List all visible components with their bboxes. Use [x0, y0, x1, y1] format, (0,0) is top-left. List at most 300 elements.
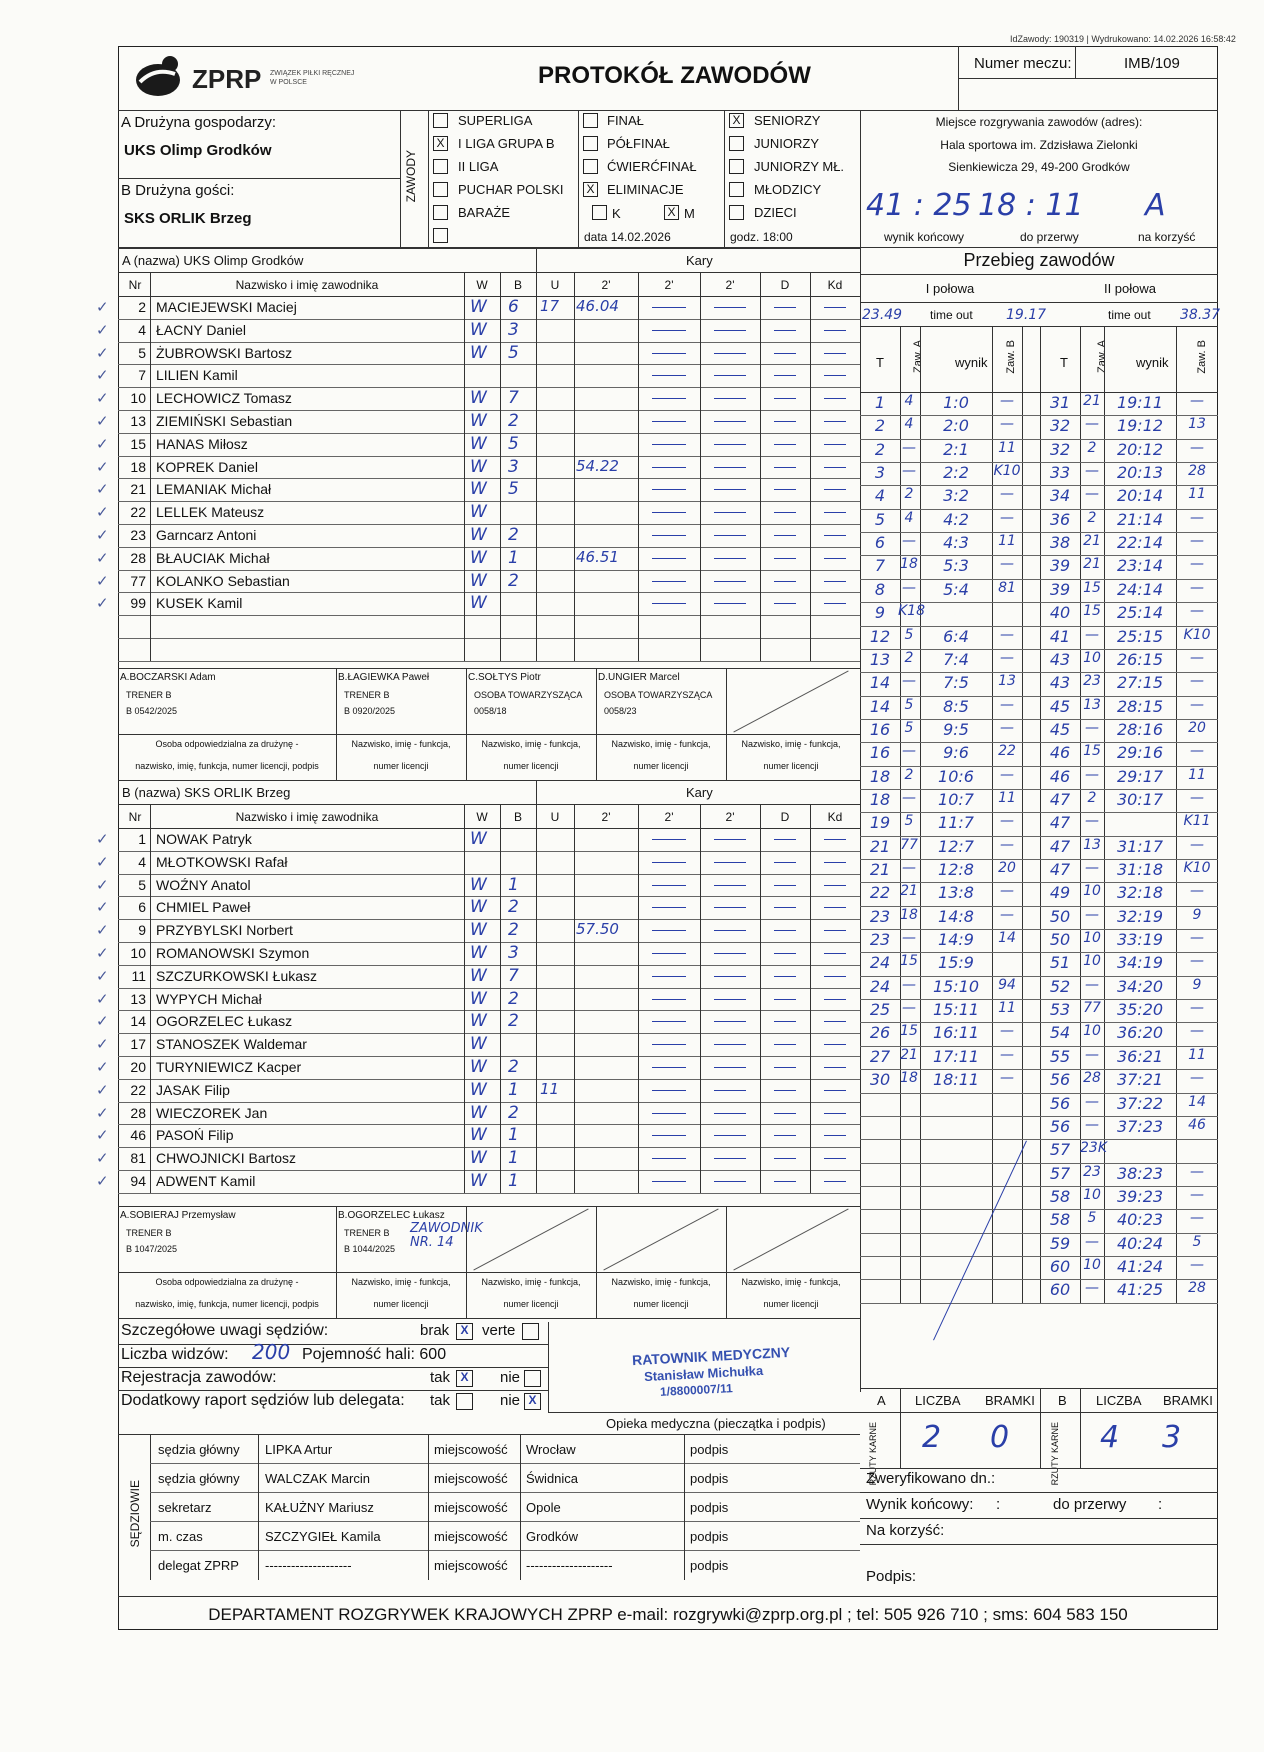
rule [118, 592, 860, 593]
h1-time: 7 [874, 556, 886, 576]
h2-score: 37:22 [1116, 1093, 1164, 1113]
h1-scorer-a: 2 [904, 486, 914, 503]
player-name: MŁOTKOWSKI Rafał [156, 853, 288, 870]
h2-score: 22:14 [1116, 533, 1164, 553]
mlodzicy-label: MŁODZICY [754, 182, 822, 197]
col-zawb-1: Zaw. B [1005, 340, 1017, 374]
player-goals: 2 [508, 525, 519, 545]
h2-scorer-b: — [1190, 1163, 1204, 1180]
rule [118, 1147, 860, 1148]
half-score-label: do przerwy [1020, 230, 1079, 244]
h1-time: 19 [869, 813, 891, 833]
player-name: NOWAK Patryk [156, 831, 252, 847]
official-note: ZAWODNIK NR. 14 [410, 1221, 483, 1250]
player-w: W [470, 593, 487, 614]
referee-place: Grodków [526, 1529, 579, 1544]
h2-scorer-a: 10 [1083, 649, 1101, 666]
col-header-w: W [476, 810, 488, 824]
check-mark-icon: ✓ [96, 899, 109, 917]
responsible-label-1: Osoba odpowiedzialna za drużynę - [155, 739, 299, 749]
rule [118, 501, 860, 502]
h2-time: 58 [1049, 1210, 1071, 1230]
rap-nie-checkbox[interactable]: X [524, 1393, 541, 1410]
rule [150, 1463, 860, 1464]
player-number: 13 [130, 413, 146, 429]
rule [118, 547, 860, 548]
empty-dash [774, 307, 796, 308]
check-mark-icon: ✓ [96, 527, 109, 544]
dzieci-label: DZIECI [754, 205, 797, 220]
away-team-label: B Drużyna gości: [121, 182, 235, 199]
player-name: PRZYBYLSKI Norbert [156, 922, 293, 939]
baraze-checkbox[interactable] [433, 205, 448, 220]
player-goals: 1 [508, 1171, 519, 1191]
h2-scorer-a: 10 [1083, 1256, 1101, 1273]
h1-time: 16 [869, 719, 891, 739]
check-mark-icon: ✓ [96, 945, 109, 962]
empty-dash [714, 839, 746, 840]
empty-dash [824, 1067, 846, 1068]
empty-dash [774, 1158, 796, 1159]
pen-a-bramki-label: BRAMKI [985, 1393, 1035, 1408]
rule [466, 1206, 467, 1272]
rule [810, 272, 811, 661]
h1-scorer-a: 2 [904, 649, 914, 666]
zawody-label: ZAWODY [404, 150, 418, 203]
h2-scorer-b: — [1190, 579, 1204, 596]
referee-place: Opole [526, 1500, 561, 1515]
juniorzy-ml-checkbox[interactable] [729, 159, 744, 174]
pen-a-liczba-label: LICZBA [915, 1393, 961, 1408]
player-number: 2 [138, 299, 146, 315]
player-name: KOPREK Daniel [156, 458, 258, 475]
h2-time: 56 [1049, 1116, 1071, 1136]
empty-dash [824, 398, 846, 399]
h1-scorer-a: — [902, 976, 916, 993]
empty-dash [652, 862, 686, 863]
rule [118, 456, 860, 457]
empty-dash [824, 330, 846, 331]
h2-score: 34:19 [1116, 953, 1164, 973]
empty-dash [652, 398, 686, 399]
final-label: FINAŁ [607, 113, 644, 128]
check-mark-icon: ✓ [96, 1081, 109, 1099]
medical-stamp-number: 1/8800007/11 [659, 1381, 734, 1399]
h2-scorer-b: 46 [1188, 1116, 1206, 1133]
player-w: W [470, 1034, 487, 1055]
h1-scorer-b: 81 [998, 579, 1016, 596]
home-team-label: A Drużyna gospodarzy: [121, 114, 277, 131]
rule [574, 804, 575, 1193]
h1-time: 6 [874, 533, 886, 553]
empty-dash [774, 885, 796, 886]
h2-scorer-a: — [1085, 1233, 1099, 1250]
h1-scorer-b: — [1000, 719, 1014, 736]
empty-dash [824, 1135, 846, 1136]
h2-score: 38:23 [1116, 1163, 1164, 1183]
player-goals: 2 [508, 1011, 519, 1032]
verte-checkbox[interactable] [522, 1323, 539, 1340]
h1-time: 14 [869, 696, 891, 716]
h2-time: 57 [1049, 1163, 1071, 1183]
h2-scorer-a: 10 [1083, 1023, 1101, 1040]
rule [258, 1434, 259, 1580]
empty-dash [652, 1181, 686, 1182]
kary-label: Kary [686, 253, 713, 268]
h2-score: 40:23 [1116, 1210, 1164, 1230]
h1-scorer-a: — [902, 860, 916, 876]
h1-score: 15:11 [932, 1000, 980, 1020]
player-w: W [470, 547, 487, 568]
h1-time: 18 [869, 766, 891, 786]
col-header-name: Nazwisko i imię zawodnika [235, 278, 379, 292]
player-name: CHWOJNICKI Bartosz [156, 1150, 297, 1167]
brak-checkbox[interactable]: X [456, 1323, 473, 1340]
h2-time: 47 [1049, 813, 1071, 833]
player-u: 11 [540, 1079, 560, 1098]
h1-scorer-a: — [902, 743, 916, 760]
player-name: CHMIEL Paweł [156, 899, 251, 916]
rule [1022, 326, 1023, 1303]
h1-scorer-a: — [902, 439, 916, 456]
h1-scorer-a: — [902, 673, 916, 690]
progress-title: Przebieg zawodów [963, 250, 1115, 270]
i-liga-label: I LIGA GRUPA B [458, 136, 555, 151]
h2-score: 37:21 [1116, 1070, 1164, 1090]
player-name: LELLEK Mateusz [156, 504, 265, 521]
empty-dash [714, 330, 746, 331]
timeout-a1: 23.49 [862, 307, 903, 323]
venue-line-1: Hala sportowa im. Zdzisława Zielonki [940, 138, 1138, 152]
spectators-label: Liczba widzów: [121, 1346, 229, 1363]
cwiercfinal-checkbox[interactable] [583, 159, 598, 174]
polfinal-checkbox[interactable] [583, 136, 598, 151]
col-header-u: U [550, 810, 560, 824]
empty-dash [714, 1181, 746, 1182]
rule [118, 615, 860, 616]
rule [536, 272, 537, 661]
player-name: ŁACNY Daniel [156, 321, 247, 338]
player-goals: 1 [508, 547, 519, 568]
empty-dash [824, 1181, 846, 1182]
empty-dash [714, 558, 746, 559]
eliminacje-checkbox[interactable]: X [583, 182, 598, 197]
player-name: MACIEJEWSKI Maciej [156, 299, 297, 315]
h1-time: 3 [874, 463, 886, 483]
h2-scorer-a: 21 [1083, 556, 1101, 573]
footer-contact: DEPARTAMENT ROZGRYWEK KRAJOWYCH ZPRP e-mail: rozgrywki@zprp.org.pl ; tel: 505 926 710 ; sms: 604 583 150 [208, 1605, 1128, 1624]
rule [466, 668, 467, 734]
h1-score: 3:2 [943, 486, 969, 506]
empty-dash [652, 603, 686, 604]
h1-score: 15:10 [932, 976, 980, 996]
other-official-label-1: Nazwisko, imię - funkcja, [741, 739, 841, 749]
mlodzicy-checkbox[interactable] [729, 182, 744, 197]
responsible-label-2: nazwisko, imię, funkcja, numer licencji, podpis [135, 1299, 319, 1309]
col-header-b: B [513, 810, 522, 824]
match-time: godz. 18:00 [730, 230, 793, 244]
h2-time: 31 [1049, 393, 1071, 412]
empty-dash [774, 1113, 796, 1114]
player-w: W [470, 388, 487, 409]
h2-scorer-b: 20 [1188, 719, 1206, 736]
h2-scorer-a: 21 [1083, 533, 1101, 550]
col-header-kd: Kd [827, 278, 843, 292]
h1-scorer-b: — [1000, 883, 1014, 900]
h2-score: 25:14 [1116, 603, 1164, 623]
puchar-checkbox[interactable] [433, 182, 448, 197]
player-w: W [470, 479, 487, 500]
h1-scorer-b: — [1000, 393, 1014, 409]
h2-scorer-a: — [1085, 860, 1099, 876]
h2-scorer-a: — [1085, 719, 1099, 736]
player-w: W [470, 297, 487, 317]
h2-time: 55 [1049, 1046, 1071, 1066]
h2-score: 39:23 [1116, 1186, 1164, 1206]
player-name: BŁAUCIAK Michał [156, 549, 270, 566]
h1-score: 14:9 [938, 930, 974, 950]
rule [596, 734, 597, 780]
reg-tak-checkbox[interactable]: X [456, 1370, 473, 1387]
h2-scorer-b: — [1190, 836, 1204, 853]
h2-scorer-a: 10 [1083, 883, 1101, 900]
empty-dash [774, 535, 796, 536]
empty-dash [714, 976, 746, 977]
h2-time: 46 [1049, 743, 1071, 763]
rule [760, 804, 761, 1193]
player-name: WOŹNY Anatol [156, 876, 251, 893]
empty-dash [652, 1090, 686, 1091]
player-name: WIECZOREK Jan [156, 1104, 268, 1121]
sign-label: podpis [690, 1471, 729, 1486]
h1-score: 7:5 [943, 673, 969, 693]
player-w: W [470, 502, 487, 523]
empty-dash [824, 375, 846, 376]
player-w: W [470, 965, 487, 986]
responsible-label-1: Osoba odpowiedzialna za drużynę - [155, 1277, 299, 1287]
rap-tak-checkbox[interactable] [456, 1393, 473, 1410]
h2-score: 36:20 [1116, 1023, 1164, 1043]
check-mark-icon: ✓ [96, 481, 109, 499]
player-name: LILIEN Kamil [156, 367, 238, 384]
empty-dash [652, 976, 686, 977]
h2-score: 24:14 [1116, 579, 1164, 599]
h2-scorer-b: — [1190, 1186, 1204, 1203]
medical-stamp-title: RATOWNIK MEDYCZNY [631, 1343, 791, 1369]
h2-time: 47 [1049, 789, 1071, 809]
winner: A [1145, 188, 1166, 223]
other-official-label-2: numer licencji [503, 1299, 559, 1309]
zprp-logo [130, 52, 430, 102]
player-goals: 1 [508, 1079, 519, 1100]
h2-score: 27:15 [1116, 673, 1164, 693]
col-t-1: T [876, 355, 884, 370]
empty-dash [714, 999, 746, 1000]
h1-scorer-b: — [1000, 649, 1014, 666]
player-w: W [470, 342, 487, 363]
final-checkbox[interactable] [583, 113, 598, 128]
player-number: 22 [130, 1081, 146, 1098]
player-number: 6 [138, 899, 146, 916]
rule [428, 1434, 429, 1580]
player-w: W [470, 943, 487, 963]
h1-scorer-a: 21 [900, 1046, 918, 1063]
rule [118, 638, 860, 639]
check-mark-icon: ✓ [96, 1036, 109, 1054]
seniorzy-checkbox[interactable]: X [729, 113, 744, 128]
player-name: ADWENT Kamil [156, 1173, 256, 1189]
other-official-label-1: Nazwisko, imię - funkcja, [351, 1277, 451, 1287]
h2-score: 29:16 [1116, 743, 1164, 763]
other-official-label-2: numer licencji [633, 761, 689, 771]
empty-dash [774, 862, 796, 863]
spectators-value: 200 [252, 1340, 291, 1364]
player-number: 14 [130, 1013, 146, 1030]
empty-dash [714, 1067, 746, 1068]
referee-name: LIPKA Artur [265, 1442, 333, 1457]
h2-time: 50 [1049, 906, 1071, 926]
rule [118, 478, 860, 479]
player-number: 7 [138, 367, 146, 384]
check-mark-icon: ✓ [96, 967, 109, 985]
rule [700, 804, 701, 1193]
seniorzy-label: SENIORZY [754, 113, 821, 128]
h2-scorer-a: 10 [1083, 1186, 1101, 1203]
empty-dash [824, 1021, 846, 1022]
blank-checkbox[interactable] [433, 228, 448, 243]
empty-dash [714, 398, 746, 399]
h2-score: 36:21 [1116, 1046, 1164, 1066]
pen-b-rzuty-label: RZUTY KARNE [1050, 1422, 1060, 1486]
h2-scorer-b: — [1190, 930, 1204, 947]
h1-scorer-a: 21 [900, 883, 918, 900]
player-goals: 3 [508, 319, 519, 340]
col-header-d: D [780, 810, 790, 824]
rule [118, 1079, 860, 1080]
h1-scorer-a: 4 [904, 393, 914, 409]
h1-score: 7:4 [943, 649, 969, 669]
referee-place: Świdnica [526, 1471, 579, 1486]
other-official-label-2: numer licencji [633, 1299, 689, 1309]
h2-score: 29:17 [1116, 766, 1164, 786]
h1-time: 9 [874, 603, 886, 623]
official-role: TRENER B [344, 1228, 390, 1238]
referees-section-label: SĘDZIOWIE [128, 1480, 142, 1548]
h1-scorer-b: — [1000, 509, 1014, 526]
empty-dash [652, 907, 686, 908]
rule [118, 319, 860, 320]
player-number: 28 [130, 549, 146, 566]
h2-scorer-b: — [1190, 1070, 1204, 1087]
h1-score: 2:1 [943, 439, 969, 459]
h1-time: 5 [874, 509, 886, 529]
pen-a-label: A [877, 1393, 886, 1408]
empty-dash [652, 1158, 686, 1159]
logo-subtitle-2: W POLSCE [270, 79, 307, 86]
player-name: ZIEMIŃSKI Sebastian [156, 413, 293, 429]
kary-label: Kary [686, 785, 713, 800]
place-label: miejscowość [434, 1442, 508, 1457]
h2-score: 30:17 [1116, 789, 1164, 809]
official-name: C.SOŁTYS Piotr [468, 672, 541, 683]
check-mark-icon: ✓ [96, 595, 109, 613]
player-goals: 3 [508, 943, 519, 963]
empty-dash [714, 353, 746, 354]
empty-dash [714, 1021, 746, 1022]
rule [150, 1521, 860, 1522]
h1-scorer-b: 11 [998, 789, 1016, 806]
reg-tak-label: tak [430, 1369, 451, 1386]
rule [336, 1272, 337, 1318]
h1-score: 12:8 [938, 860, 974, 879]
empty-dash [824, 976, 846, 977]
h2-scorer-a: — [1085, 976, 1099, 993]
empty-dash [652, 930, 686, 931]
official-role: TRENER B [126, 690, 172, 700]
referee-place: Wrocław [526, 1442, 576, 1457]
other-official-label-1: Nazwisko, imię - funkcja, [351, 739, 451, 749]
h1-time: 23 [869, 906, 891, 926]
k-checkbox[interactable] [592, 205, 607, 220]
h2-time: 56 [1049, 1093, 1071, 1113]
player-w: W [470, 897, 487, 918]
h1-scorer-a: K18 [898, 603, 925, 620]
reg-nie-checkbox[interactable] [524, 1370, 541, 1387]
player-w: W [470, 1079, 487, 1100]
juniorzy-checkbox[interactable] [729, 136, 744, 151]
ii-liga-checkbox[interactable] [433, 159, 448, 174]
sign-label: podpis [690, 1500, 729, 1515]
player-name: LEMANIAK Michał [156, 481, 272, 498]
empty-dash [714, 581, 746, 582]
official-name: B.OGORZELEC Łukasz [338, 1210, 445, 1221]
h2-score: 26:15 [1116, 649, 1164, 669]
empty-dash [824, 907, 846, 908]
dzieci-checkbox[interactable] [729, 205, 744, 220]
h2-time: 43 [1049, 649, 1071, 669]
empty-dash [774, 489, 796, 490]
h2-score: 33:19 [1116, 930, 1164, 950]
h1-scorer-b: — [1000, 416, 1014, 433]
h2-scorer-a: 77 [1083, 1000, 1101, 1017]
h1-score: 8:5 [943, 696, 969, 716]
h1-time: 26 [869, 1023, 891, 1043]
check-mark-icon: ✓ [96, 572, 109, 590]
player-number: 18 [130, 458, 146, 475]
empty-dash [824, 839, 846, 840]
puchar-label: PUCHAR POLSKI [458, 182, 564, 197]
rule [118, 433, 860, 434]
empty-dash [824, 581, 846, 582]
pen-b-bramki: 3 [1162, 1420, 1182, 1455]
check-mark-icon: ✓ [96, 1173, 109, 1190]
empty-dash [774, 1090, 796, 1091]
superliga-checkbox[interactable] [433, 113, 448, 128]
rule [118, 524, 860, 525]
m-checkbox[interactable]: X [664, 205, 679, 220]
rule [520, 1434, 521, 1580]
player-number: 23 [130, 527, 146, 543]
h2-score: 32:19 [1116, 906, 1164, 926]
h2-scorer-a: 15 [1083, 579, 1101, 596]
col-header-nr: Nr [128, 278, 142, 292]
i-liga-checkbox[interactable]: X [433, 136, 448, 151]
col-zawa-1: Zaw. A [912, 340, 924, 374]
empty-dash [774, 999, 796, 1000]
referee-role: sędzia główny [158, 1471, 240, 1486]
h2-time: 39 [1049, 579, 1071, 599]
h1-scorer-b: — [1000, 836, 1014, 853]
